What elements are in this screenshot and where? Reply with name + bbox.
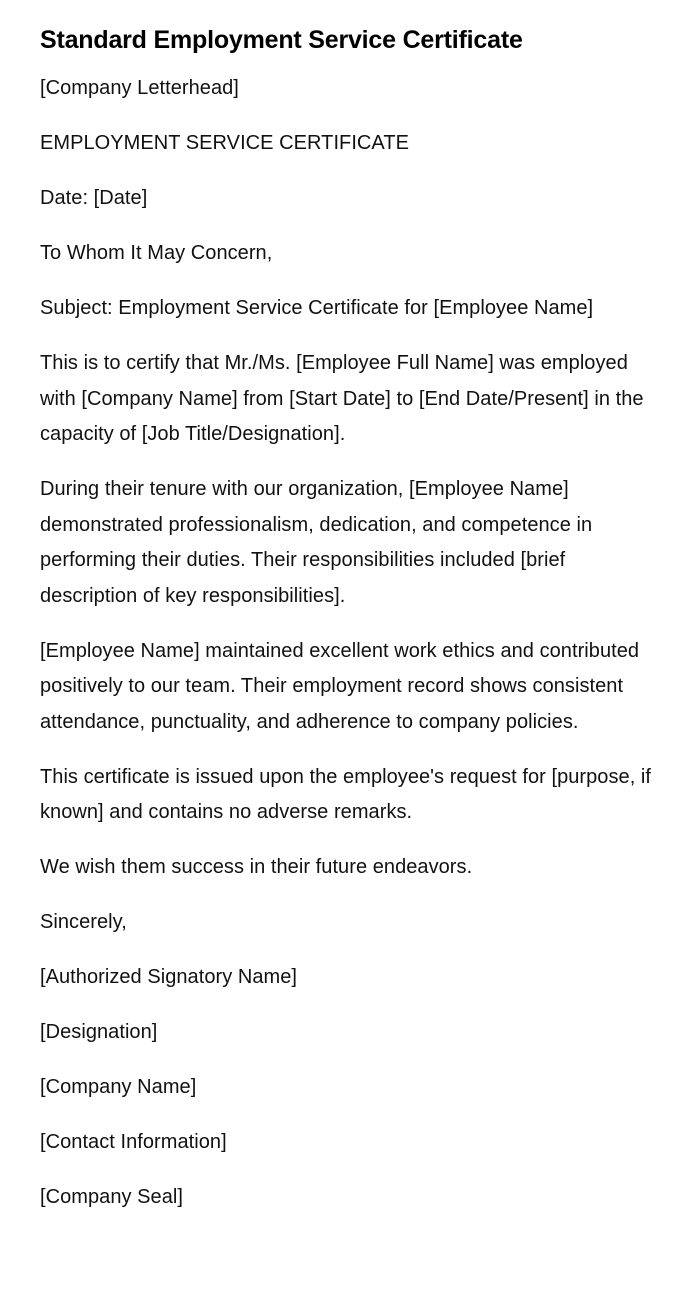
document-title: Standard Employment Service Certificate <box>40 26 523 54</box>
signatory-designation: [Designation] <box>40 1021 158 1043</box>
contact-information: [Contact Information] <box>40 1131 227 1153</box>
company-letterhead: [Company Letterhead] <box>40 77 239 99</box>
purpose-paragraph: This certificate is issued upon the employee's request for [purpose, if known] and contains no adverse remarks. <box>40 765 652 823</box>
well-wishes-paragraph: We wish them success in their future endeavors. <box>40 856 473 878</box>
date-line: Date: [Date] <box>40 187 148 209</box>
signatory-name: [Authorized Signatory Name] <box>40 966 298 988</box>
conduct-paragraph: [Employee Name] maintained excellent work ethics and contributed positively to our team. Their employment record shows consistent attendance, punctuality, and adherence to company policies. <box>40 639 640 733</box>
tenure-paragraph: During their tenure with our organization, [Employee Name] demonstrated professionalism, dedication, and competence in performing their duties. Their responsibilities included [brief description of key responsibilities]. <box>40 478 593 607</box>
company-name: [Company Name] <box>40 1076 197 1098</box>
company-seal: [Company Seal] <box>40 1186 183 1208</box>
closing: Sincerely, <box>40 911 127 933</box>
employment-details-paragraph: This is to certify that Mr./Ms. [Employee Full Name] was employed with [Company Name] from [Start Date] to [End Date/Present] in the capacity of [Job Title/Designation]. <box>40 352 644 445</box>
salutation: To Whom It May Concern, <box>40 242 273 264</box>
certificate-heading: EMPLOYMENT SERVICE CERTIFICATE <box>40 132 409 154</box>
subject-line: Subject: Employment Service Certificate for [Employee Name] <box>40 297 594 319</box>
